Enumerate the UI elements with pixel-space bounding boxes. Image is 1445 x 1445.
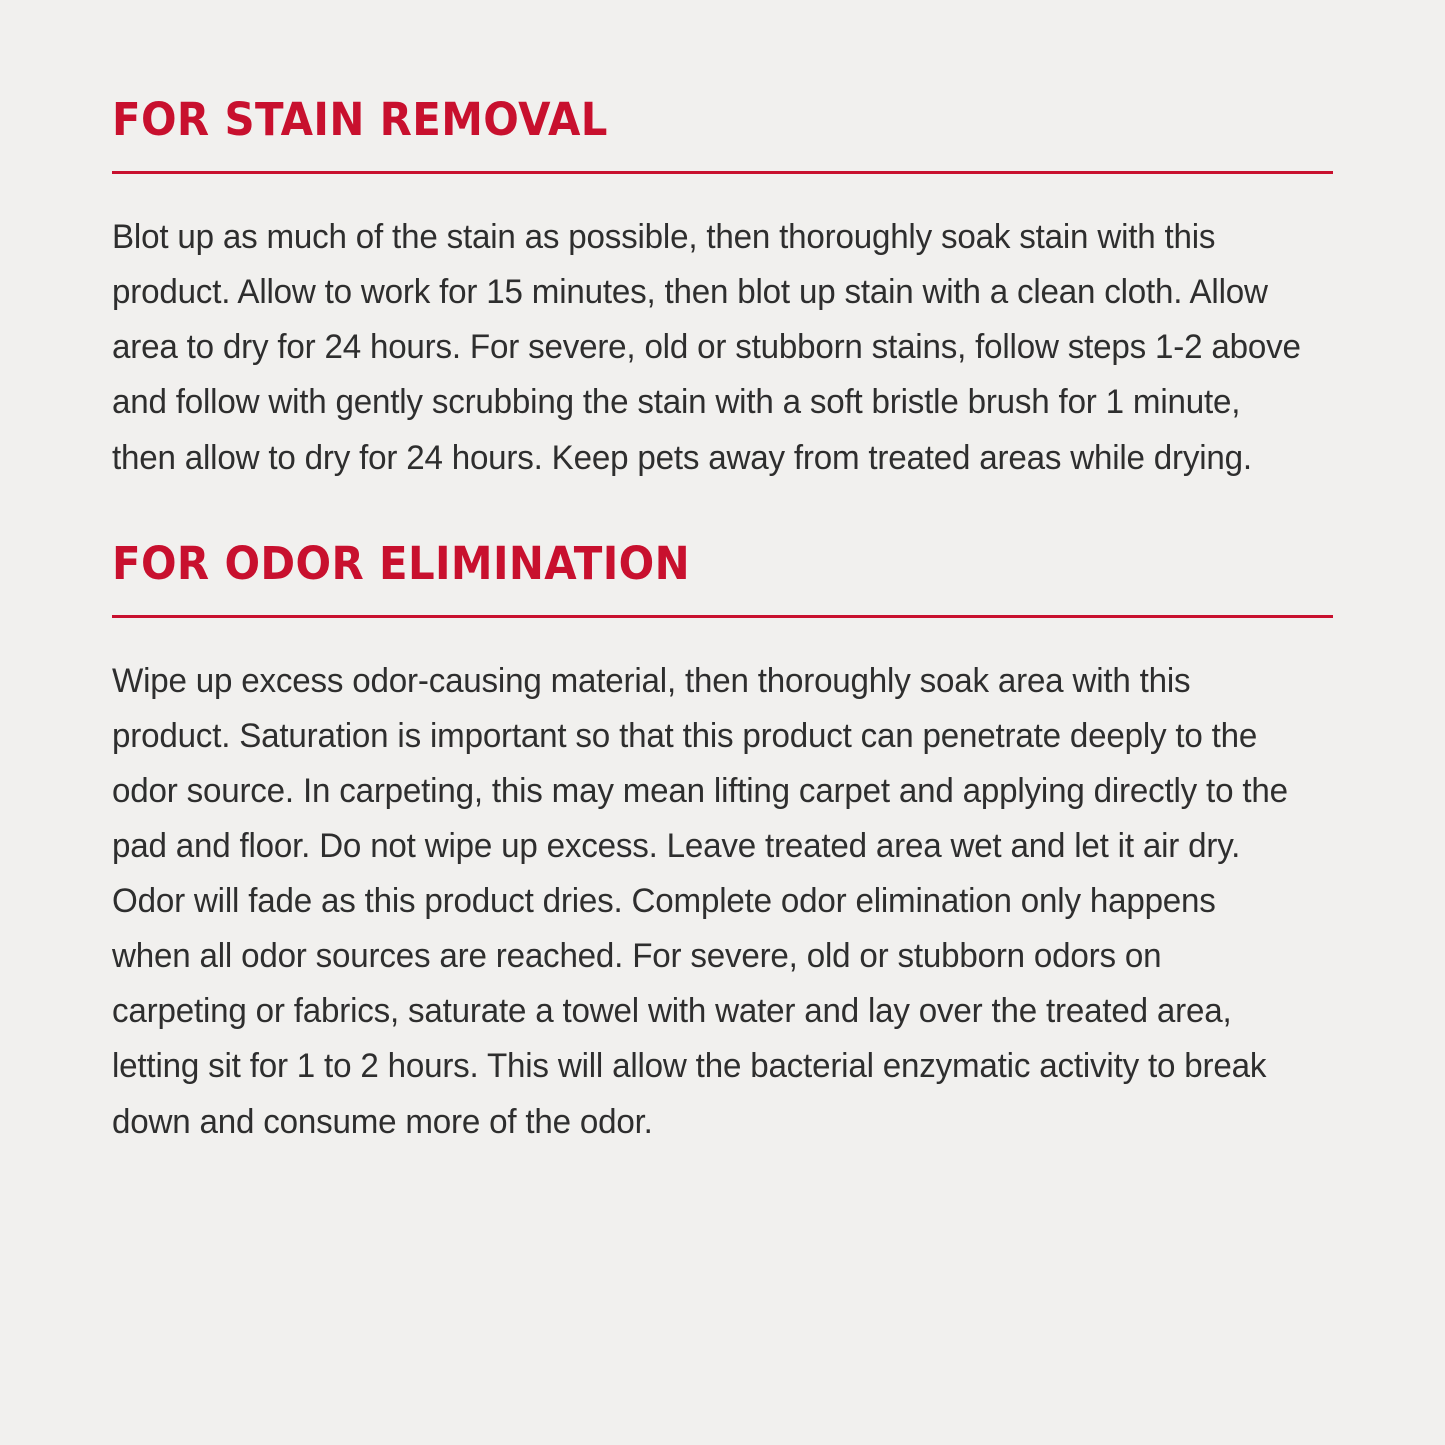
section-odor-elimination xyxy=(112,536,1333,1150)
section-body-stain-removal: Blot up as much of the stain as possible, then thoroughly soak stain with this product. Allow to work for 15 minutes, then blot up stain with a clean cloth. Allow area to dry for 24 hours. For severe, old or stubborn stains, follow steps 1-2 above and follow with gently scrubbing the stain with a soft bristle brush for 1 minute, then allow to dry for 24 hours. Keep pets away from treated areas while drying. xyxy=(112,218,1301,477)
section-heading-odor-elimination: FOR ODOR ELIMINATION xyxy=(112,536,691,590)
section-body-odor-elimination: Wipe up excess odor-causing material, then thoroughly soak area with this product. Saturation is important so that this product can penetrate deeply to the odor source. In carpeting, this may mean lifting carpet and applying directly to the pad and floor. Do not wipe up excess. Leave treated area wet and let it air dry. Odor will fade as this product dries. Complete odor elimination only happens when all odor sources are reached. For severe, old or stubborn odors on carpeting or fabrics, saturate a towel with water and lay over the treated area, letting sit for 1 to 2 hours. This will allow the bacterial enzymatic activity to break down and consume more of the odor. xyxy=(112,661,1288,1141)
section-heading-stain-removal: FOR STAIN REMOVAL xyxy=(112,93,608,146)
heading-divider-odor-elimination xyxy=(112,615,1333,618)
section-stain-removal xyxy=(112,93,1333,486)
heading-divider-stain-removal xyxy=(112,171,1333,174)
